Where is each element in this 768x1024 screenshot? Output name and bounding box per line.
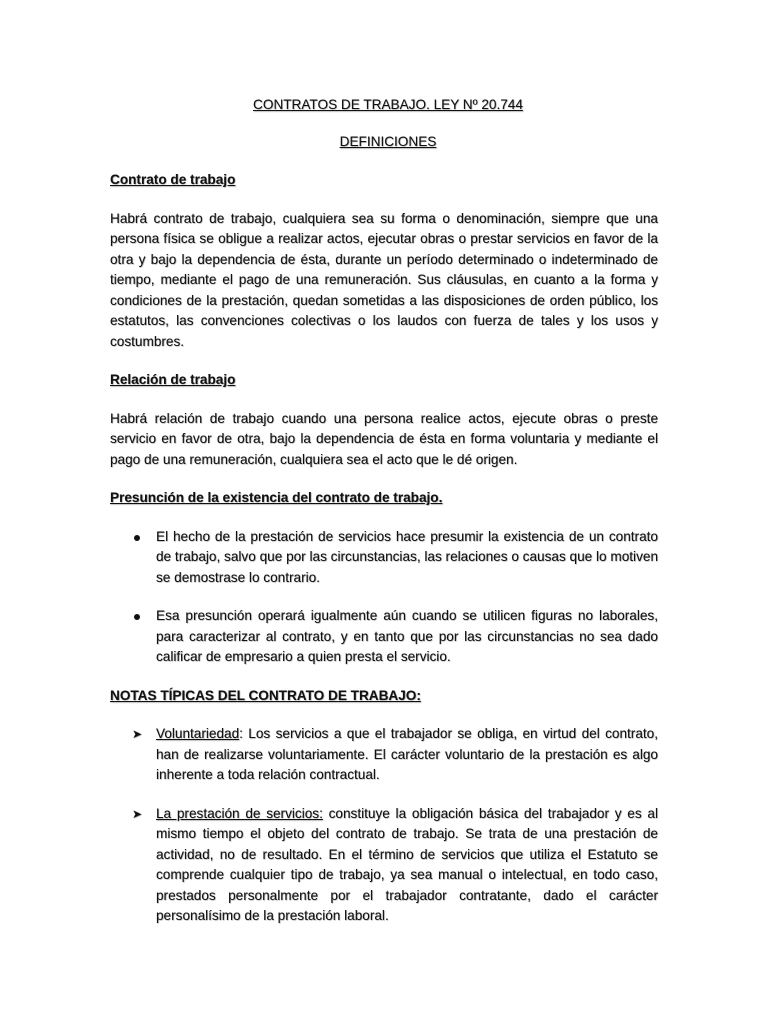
- section-heading-contrato: Contrato de trabajo: [110, 172, 236, 187]
- arrow-bullet-icon: ➤: [131, 727, 143, 741]
- bullet-dot-icon: [130, 527, 144, 548]
- document-title: CONTRATOS DE TRABAJO. LEY Nº 20.744: [253, 97, 523, 112]
- list-item: ➤ La prestación de servicios: constituye la obligación básica del trabajador y es al mismo tiempo el objeto del contrato de trabajo. Se trata de una prestación de actividad, no de resultado. En el término de servicios que utiliza el Estatuto se comprende cualquier tipo de trabajo, ya sea manual o intelectual, en todo caso, prestados personalmente por el trabajador contratante, dado el carácter personalísimo de la prestación laboral.: [131, 805, 658, 923]
- list-item: Esa presunción operará igualmente aún cuando se utilicen figuras no laborales, para caracterizar al contrato, y en tanto que por las circunstancias no sea dado calificar de empresario a quien presta el servicio.: [110, 606, 658, 668]
- bullet-dot-icon: [130, 606, 144, 627]
- section-heading-notas: NOTAS TÍPICAS DEL CONTRATO DE TRABAJO:: [110, 687, 421, 703]
- arrow-bullet-icon: ➤: [131, 806, 143, 821]
- document-subtitle: DEFINICIONES: [339, 133, 437, 149]
- presuncion-bullet-list: [110, 527, 658, 668]
- list-item: ➤ Voluntariedad: Los servicios a que el trabajador se obliga, en virtud del contrato, han de realizarse voluntariamente. El carácter voluntario de la prestación es algo inherente a toda relación contractual.: [131, 726, 658, 782]
- notas-arrow-list: [110, 724, 658, 927]
- note-term: Voluntariedad: [156, 726, 240, 741]
- paragraph-relacion: Habrá relación de trabajo cuando una persona realice actos, ejecute obras o preste servicio en favor de otra, bajo la dependencia de ésta en forma voluntaria y mediante el pago de una remuneración, cualquiera sea el acto que le dé origen.: [110, 410, 658, 467]
- list-item: El hecho de la prestación de servicios hace presumir la existencia de un contrato de trabajo, salvo que por las circunstancias, las relaciones o causas que lo motiven se demostrase lo contrario.: [110, 527, 658, 589]
- paragraph-contrato: Habrá contrato de trabajo, cualquiera sea su forma o denominación, siempre que una persona física se obligue a realizar actos, ejecutar obras o prestar servicios en favor de la otra y bajo la dependencia de ésta, durante un período determinado o indeterminado de tiempo, mediante el pago de una remuneración. Sus cláusulas, en cuanto a la forma y condiciones de la prestación, quedan sometidas a las disposiciones de orden público, los estatutos, las convenciones colectivas o los laudos con fuerza de tales y los usos y costumbres.: [110, 210, 658, 349]
- section-heading-presuncion: Presunción de la existencia del contrato de trabajo.: [110, 490, 443, 505]
- note-term: La prestación de servicios:: [156, 805, 323, 821]
- section-heading-relacion: Relación de trabajo: [110, 372, 236, 387]
